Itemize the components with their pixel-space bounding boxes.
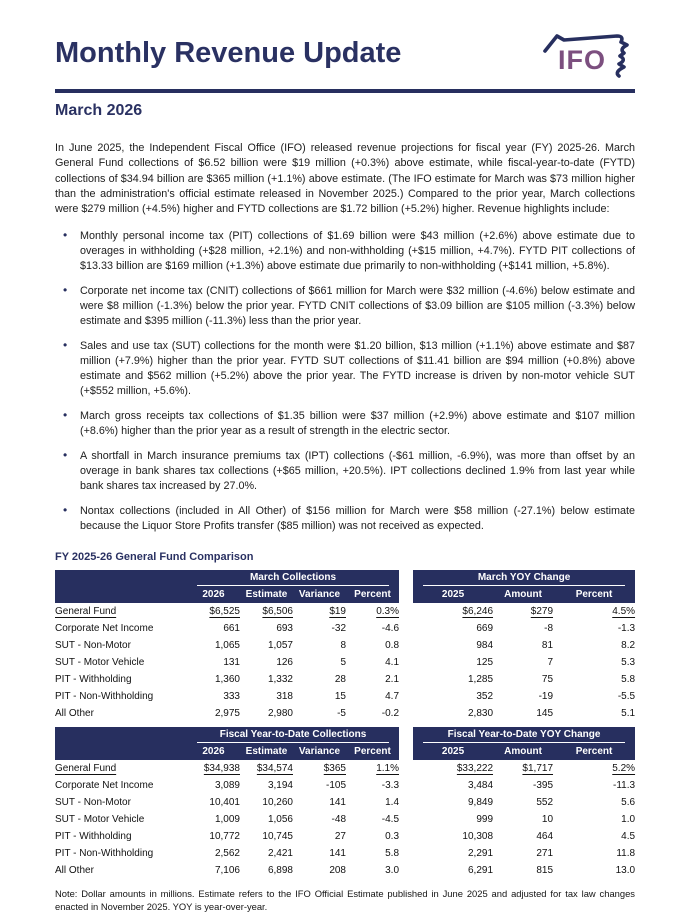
cell: 6,898 bbox=[267, 865, 293, 877]
column-header: Amount bbox=[493, 743, 553, 760]
bullet-item: • Corporate net income tax (CNIT) collections of $661 million for March were $32 million (-4.6%) below estimate and were $8 million (-1.3%) below the prior year. FYTD CNIT collections of $3.09 billion are $105 million (-3.3%) below estimate and $395 million (-11.3%) less than the prior year. bbox=[55, 284, 635, 329]
cell: 131 bbox=[223, 657, 240, 669]
table-row bbox=[55, 862, 635, 879]
cell: 1,360 bbox=[214, 674, 240, 686]
page-title: Monthly Revenue Update bbox=[55, 37, 402, 69]
table-row bbox=[55, 603, 635, 620]
row-label: All Other bbox=[55, 708, 94, 720]
row-label: SUT - Motor Vehicle bbox=[55, 814, 145, 826]
cell: 9,849 bbox=[467, 797, 494, 809]
cell: 3,089 bbox=[214, 780, 240, 792]
header-rule bbox=[55, 89, 635, 93]
column-gap bbox=[399, 794, 413, 811]
cell: -11.3 bbox=[612, 780, 636, 792]
group-header-row bbox=[55, 570, 635, 586]
table-row bbox=[55, 654, 635, 671]
header-stub bbox=[55, 743, 187, 760]
column-header-row bbox=[55, 743, 635, 760]
ifo-pennsylvania-logo-icon bbox=[543, 28, 633, 80]
table-row bbox=[55, 705, 635, 722]
cell: 1,065 bbox=[214, 640, 240, 652]
cell: 1,057 bbox=[267, 640, 293, 652]
group-label: March YOY Change bbox=[423, 570, 625, 586]
table-row bbox=[55, 620, 635, 637]
cell: -19 bbox=[538, 691, 554, 703]
group-header-row bbox=[55, 727, 635, 743]
cell: -4.6 bbox=[381, 623, 400, 635]
column-header: 2026 bbox=[187, 586, 240, 603]
cell: -1.3 bbox=[617, 623, 636, 635]
cell: 3,484 bbox=[467, 780, 494, 792]
group-header bbox=[413, 570, 635, 586]
table-row bbox=[55, 760, 635, 777]
cell: 5.8 bbox=[621, 674, 636, 686]
cell: 10,401 bbox=[209, 797, 240, 809]
cell: 1,056 bbox=[267, 814, 293, 826]
bullet-item: • March gross receipts tax collections of $1.35 billion were $37 million (+2.9%) above estimate and $107 million (+8.6%) higher than the prior year as a result of strength in the electric sector. bbox=[55, 409, 635, 439]
table-row bbox=[55, 794, 635, 811]
cell: 5 bbox=[340, 657, 346, 669]
bullet-item: • Monthly personal income tax (PIT) collections of $1.69 billion were $43 million (+2.6%) above estimate due to overages in withholding (+$28 million, +2.1%) and non-withholding (+$15 million, +4.7%). FYTD PIT collections of $13.33 billion are $169 million (+1.3%) above estimate due primarily to non-withholding (+$141 million, +5.8%). bbox=[55, 229, 635, 274]
cell: 125 bbox=[476, 657, 494, 669]
bullet-item: • Sales and use tax (SUT) collections for the month were $1.20 billion, $13 million (+1.1%) above estimate and $87 million (+7.9%) higher than the prior year. FYTD SUT collections of $11.41 billion are $94 million (+0.8%) above estimate and $562 million (+5.2%) above the prior year. The FYTD increase is driven by non-motor vehicle SUT (+$552 million, +5.6%). bbox=[55, 339, 635, 399]
row-label: PIT - Non-Withholding bbox=[55, 848, 154, 860]
cell: 81 bbox=[541, 640, 554, 652]
table-row bbox=[55, 845, 635, 862]
cell: $34,574 bbox=[256, 763, 293, 775]
cell: 75 bbox=[541, 674, 554, 686]
cell: 669 bbox=[476, 623, 494, 635]
cell: 2,291 bbox=[467, 848, 494, 860]
column-header: Percent bbox=[346, 586, 399, 603]
column-header: Percent bbox=[553, 586, 635, 603]
cell: 4.7 bbox=[385, 691, 400, 703]
column-header-row bbox=[55, 586, 635, 603]
cell: 0.3 bbox=[385, 831, 400, 843]
cell: 271 bbox=[536, 848, 554, 860]
cell: 2,980 bbox=[267, 708, 293, 720]
cell: $6,246 bbox=[462, 606, 494, 618]
cell: 11.8 bbox=[616, 848, 636, 860]
row-label: Corporate Net Income bbox=[55, 623, 154, 635]
masthead bbox=[55, 36, 635, 84]
bullet-item: • A shortfall in March insurance premiums tax (IPT) collections (-$61 million, -6.9%), was more than offset by an overage in bank shares tax collections (+$65 million, +20.5%). IPT collections declined 1.9% from last year while bank shares tax increased by 27.0%. bbox=[55, 449, 635, 494]
cell: 13.0 bbox=[615, 865, 636, 877]
table-row bbox=[55, 637, 635, 654]
cell: 999 bbox=[476, 814, 494, 826]
header-stub bbox=[55, 586, 187, 603]
cell: 0.3% bbox=[376, 606, 400, 618]
cell: 208 bbox=[329, 865, 346, 877]
column-gap bbox=[399, 586, 413, 603]
column-header: Estimate bbox=[240, 743, 293, 760]
cell: 0.8 bbox=[385, 640, 400, 652]
cell: 5.3 bbox=[621, 657, 636, 669]
general-fund-table bbox=[55, 570, 635, 879]
cell: 10 bbox=[541, 814, 554, 826]
table-row bbox=[55, 688, 635, 705]
column-gap bbox=[399, 845, 413, 862]
cell: 815 bbox=[536, 865, 554, 877]
row-label: General Fund bbox=[55, 763, 117, 775]
report-date: March 2026 bbox=[55, 102, 143, 119]
column-gap bbox=[399, 637, 413, 654]
footnote: Note: Dollar amounts in millions. Estimate refers to the IFO Official Estimate published in June 2025 and adjusted for tax law changes enacted in November 2025. YOY is year-over-year. bbox=[55, 888, 635, 912]
column-gap bbox=[399, 654, 413, 671]
cell: 2,830 bbox=[467, 708, 494, 720]
cell: -3.3 bbox=[381, 780, 400, 792]
cell: 464 bbox=[536, 831, 554, 843]
column-gap bbox=[399, 777, 413, 794]
cell: $365 bbox=[323, 763, 346, 775]
column-header: Variance bbox=[293, 586, 346, 603]
cell: 5.2% bbox=[612, 763, 636, 775]
cell: $6,506 bbox=[262, 606, 293, 618]
group-header bbox=[187, 727, 399, 743]
cell: 2,562 bbox=[214, 848, 240, 860]
cell: 1,332 bbox=[267, 674, 293, 686]
row-label: PIT - Withholding bbox=[55, 674, 132, 686]
cell: 15 bbox=[334, 691, 346, 703]
cell: 693 bbox=[276, 623, 293, 635]
cell: 318 bbox=[276, 691, 293, 703]
header-stub bbox=[55, 727, 187, 743]
cell: -5.5 bbox=[617, 691, 636, 703]
group-header bbox=[413, 727, 635, 743]
cell: $6,525 bbox=[209, 606, 240, 618]
cell: 352 bbox=[476, 691, 494, 703]
table-row bbox=[55, 671, 635, 688]
cell: 1.0 bbox=[621, 814, 636, 826]
column-gap bbox=[399, 671, 413, 688]
cell: 5.1 bbox=[621, 708, 636, 720]
cell: 4.1 bbox=[385, 657, 400, 669]
column-gap bbox=[399, 811, 413, 828]
cell: 10,260 bbox=[262, 797, 293, 809]
column-gap bbox=[399, 743, 413, 760]
cell: $34,938 bbox=[203, 763, 240, 775]
row-label: SUT - Non-Motor bbox=[55, 640, 131, 652]
column-gap bbox=[399, 862, 413, 879]
column-gap bbox=[399, 727, 413, 743]
bullet-item: • Nontax collections (included in All Other) of $156 million for March were $58 million (-27.1%) below estimate because the Liquor Store Profits transfer ($85 million) was not received as expected. bbox=[55, 504, 635, 534]
cell: 8 bbox=[340, 640, 346, 652]
column-gap bbox=[399, 603, 413, 620]
cell: $279 bbox=[530, 606, 554, 618]
cell: 28 bbox=[334, 674, 346, 686]
cell: 126 bbox=[276, 657, 293, 669]
logo-text: IFO bbox=[558, 45, 606, 75]
cell: 1,285 bbox=[467, 674, 494, 686]
cell: 8.2 bbox=[621, 640, 636, 652]
row-label: All Other bbox=[55, 865, 94, 877]
intro-paragraph: In June 2025, the Independent Fiscal Office (IFO) released revenue projections for fiscal year (FY) 2025-26. March General Fund collections of $6.52 billion were $19 million (+0.3%) above estimate, while fiscal-year-to-date (FYTD) collections of $34.94 billion are $365 million (+1.1%) above estimate. (The IFO estimate for March was $73 million higher than the administration's official estimate released in November 2025.) Compared to the prior year, March collections were $279 million (+4.5%) higher and FYTD collections are $1.72 billion (+5.2%) higher. Revenue highlights include: bbox=[55, 142, 635, 216]
cell: 5.6 bbox=[621, 797, 636, 809]
cell: 984 bbox=[476, 640, 494, 652]
row-label: General Fund bbox=[55, 606, 117, 618]
cell: -395 bbox=[533, 780, 554, 792]
group-label: Fiscal Year-to-Date YOY Change bbox=[423, 727, 625, 743]
cell: 1.1% bbox=[376, 763, 400, 775]
cell: 10,772 bbox=[209, 831, 240, 843]
row-label: PIT - Withholding bbox=[55, 831, 132, 843]
row-label: Corporate Net Income bbox=[55, 780, 154, 792]
column-header: 2026 bbox=[187, 743, 240, 760]
cell: 1.4 bbox=[385, 797, 400, 809]
cell: $19 bbox=[329, 606, 346, 618]
cell: 661 bbox=[223, 623, 240, 635]
column-gap bbox=[399, 828, 413, 845]
cell: $33,222 bbox=[456, 763, 494, 775]
cell: -32 bbox=[331, 623, 346, 635]
cell: 27 bbox=[334, 831, 346, 843]
header-stub bbox=[55, 570, 187, 586]
cell: 2,421 bbox=[267, 848, 293, 860]
cell: 7,106 bbox=[214, 865, 240, 877]
column-gap bbox=[399, 705, 413, 722]
row-label: SUT - Motor Vehicle bbox=[55, 657, 145, 669]
cell: 10,308 bbox=[462, 831, 494, 843]
cell: 552 bbox=[536, 797, 554, 809]
column-header: Estimate bbox=[240, 586, 293, 603]
column-header: Amount bbox=[493, 586, 553, 603]
cell: 2.1 bbox=[385, 674, 400, 686]
table-row bbox=[55, 828, 635, 845]
cell: 3.0 bbox=[385, 865, 400, 877]
table-row bbox=[55, 777, 635, 794]
cell: 141 bbox=[329, 848, 346, 860]
cell: 7 bbox=[547, 657, 554, 669]
column-header: Variance bbox=[293, 743, 346, 760]
cell: 6,291 bbox=[467, 865, 494, 877]
group-label: Fiscal Year-to-Date Collections bbox=[197, 727, 389, 743]
cell: -4.5 bbox=[381, 814, 400, 826]
column-header: 2025 bbox=[413, 586, 493, 603]
cell: 4.5 bbox=[621, 831, 636, 843]
column-header: Percent bbox=[553, 743, 635, 760]
group-header bbox=[187, 570, 399, 586]
cell: 1,009 bbox=[214, 814, 240, 826]
cell: 333 bbox=[223, 691, 240, 703]
column-gap bbox=[399, 570, 413, 586]
row-label: SUT - Non-Motor bbox=[55, 797, 131, 809]
bullet-list bbox=[55, 229, 635, 534]
table-row bbox=[55, 811, 635, 828]
cell: -8 bbox=[544, 623, 554, 635]
column-gap bbox=[399, 688, 413, 705]
column-header: Percent bbox=[346, 743, 399, 760]
cell: $1,717 bbox=[522, 763, 554, 775]
cell: 141 bbox=[329, 797, 346, 809]
cell: 145 bbox=[536, 708, 554, 720]
cell: -5 bbox=[337, 708, 346, 720]
cell: -0.2 bbox=[381, 708, 400, 720]
table-title: FY 2025-26 General Fund Comparison bbox=[55, 551, 254, 564]
cell: -105 bbox=[325, 780, 346, 792]
cell: 4.5% bbox=[612, 606, 636, 618]
group-label: March Collections bbox=[197, 570, 389, 586]
column-gap bbox=[399, 620, 413, 637]
cell: 5.8 bbox=[385, 848, 400, 860]
cell: 3,194 bbox=[267, 780, 293, 792]
cell: 10,745 bbox=[262, 831, 293, 843]
column-header: 2025 bbox=[413, 743, 493, 760]
column-gap bbox=[399, 760, 413, 777]
row-label: PIT - Non-Withholding bbox=[55, 691, 154, 703]
cell: 2,975 bbox=[214, 708, 240, 720]
cell: -48 bbox=[331, 814, 346, 826]
